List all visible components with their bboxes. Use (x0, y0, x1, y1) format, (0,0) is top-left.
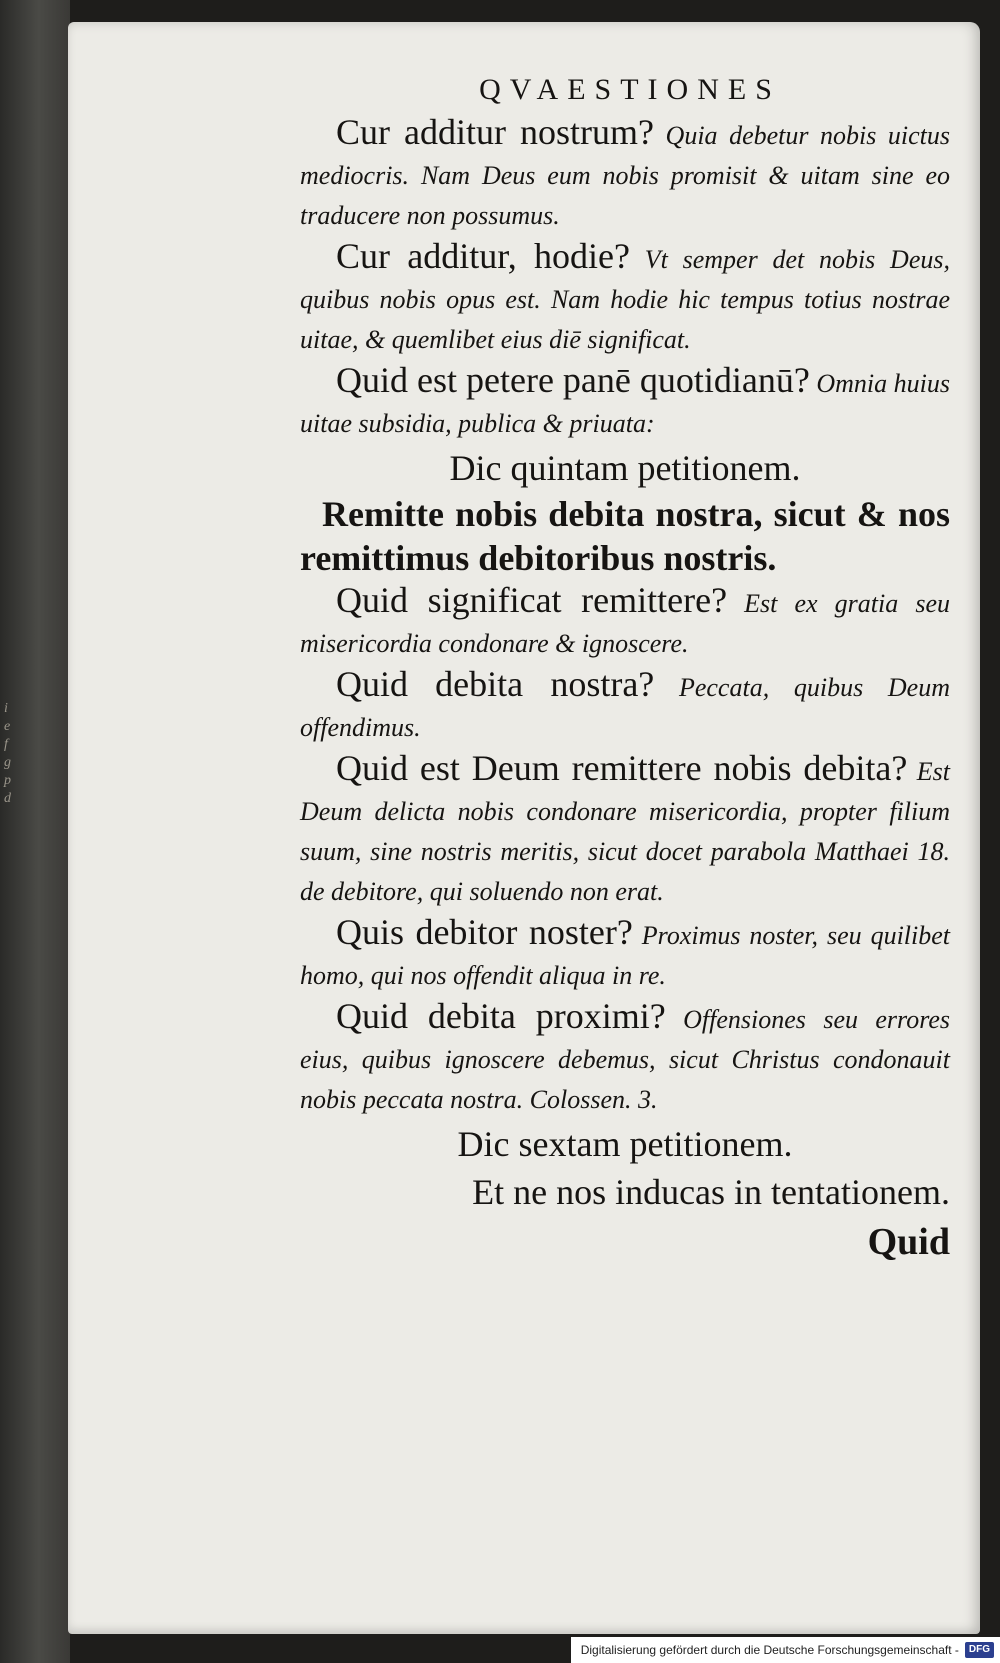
paragraph (300, 236, 950, 360)
text-block (300, 70, 950, 1268)
answer: Est Deum delicta nobis condonare misericordia, propter filium suum, sine nostris meritis, sicut docet parabola Matthaei 18. de debitore, qui soluendo non erat. (300, 757, 950, 906)
prayer-line: Et ne nos inducas in tentationem. (472, 1172, 950, 1212)
paragraph (300, 748, 950, 912)
answer: Peccata, quibus Deum offendimus. (300, 673, 950, 742)
paragraph (300, 996, 950, 1120)
question: Quis debitor noster? (336, 912, 633, 952)
catchword: Quid (867, 1221, 950, 1263)
dfg-logo: DFG (965, 1642, 994, 1658)
book-page (68, 22, 980, 1634)
answer: Est ex gratia seu misericordia condonare & ignoscere. (300, 589, 950, 658)
answer: Proximus noster, seu quilibet homo, qui nos offendit aliqua in re. (300, 921, 951, 990)
answer: Quia debetur nobis uictus mediocris. Nam Deus eum nobis promisit & uitam sine eo traducere non possumus. (300, 121, 951, 230)
petition-heading: Dic sextam petitionem. (457, 1124, 793, 1164)
question: Quid est petere panē quotidianū? (336, 360, 810, 400)
prayer-text: Remitte nobis debita nostra, sicut & nos remittimus debitoribus nostris. (300, 494, 950, 578)
answer: Omnia huius uitae subsidia, publica & priuata: (300, 369, 950, 438)
paragraph (300, 112, 950, 236)
running-head: QVAESTIONES (479, 73, 781, 106)
question: Quid debita nostra? (336, 664, 655, 704)
paragraph (300, 912, 950, 996)
petition-heading: Dic quintam petitionem. (449, 448, 801, 488)
adjacent-page-fragments: i e f g p d (4, 701, 11, 806)
answer: Offensiones seu errores eius, quibus ignoscere debemus, sicut Christus condonauit nobis peccata nostra. Colossen. 3. (300, 1005, 951, 1114)
digitization-credit (571, 1637, 1000, 1663)
credit-text: Digitalisierung gefördert durch die Deutsche Forschungsgemeinschaft - (580, 1643, 959, 1657)
question: Cur additur nostrum? (336, 112, 655, 152)
paragraph (300, 360, 950, 444)
question: Quid significat remittere? (336, 580, 728, 620)
paragraph (300, 664, 950, 748)
paragraph (300, 580, 950, 664)
answer: Vt semper det nobis Deus, quibus nobis opus est. Nam hodie hic tempus totius nostrae uitae, & quemlibet eius diē significat. (300, 245, 950, 354)
question: Quid est Deum remittere nobis debita? (336, 748, 908, 788)
question: Cur additur, hodie? (336, 236, 630, 276)
question: Quid debita proximi? (336, 996, 666, 1036)
